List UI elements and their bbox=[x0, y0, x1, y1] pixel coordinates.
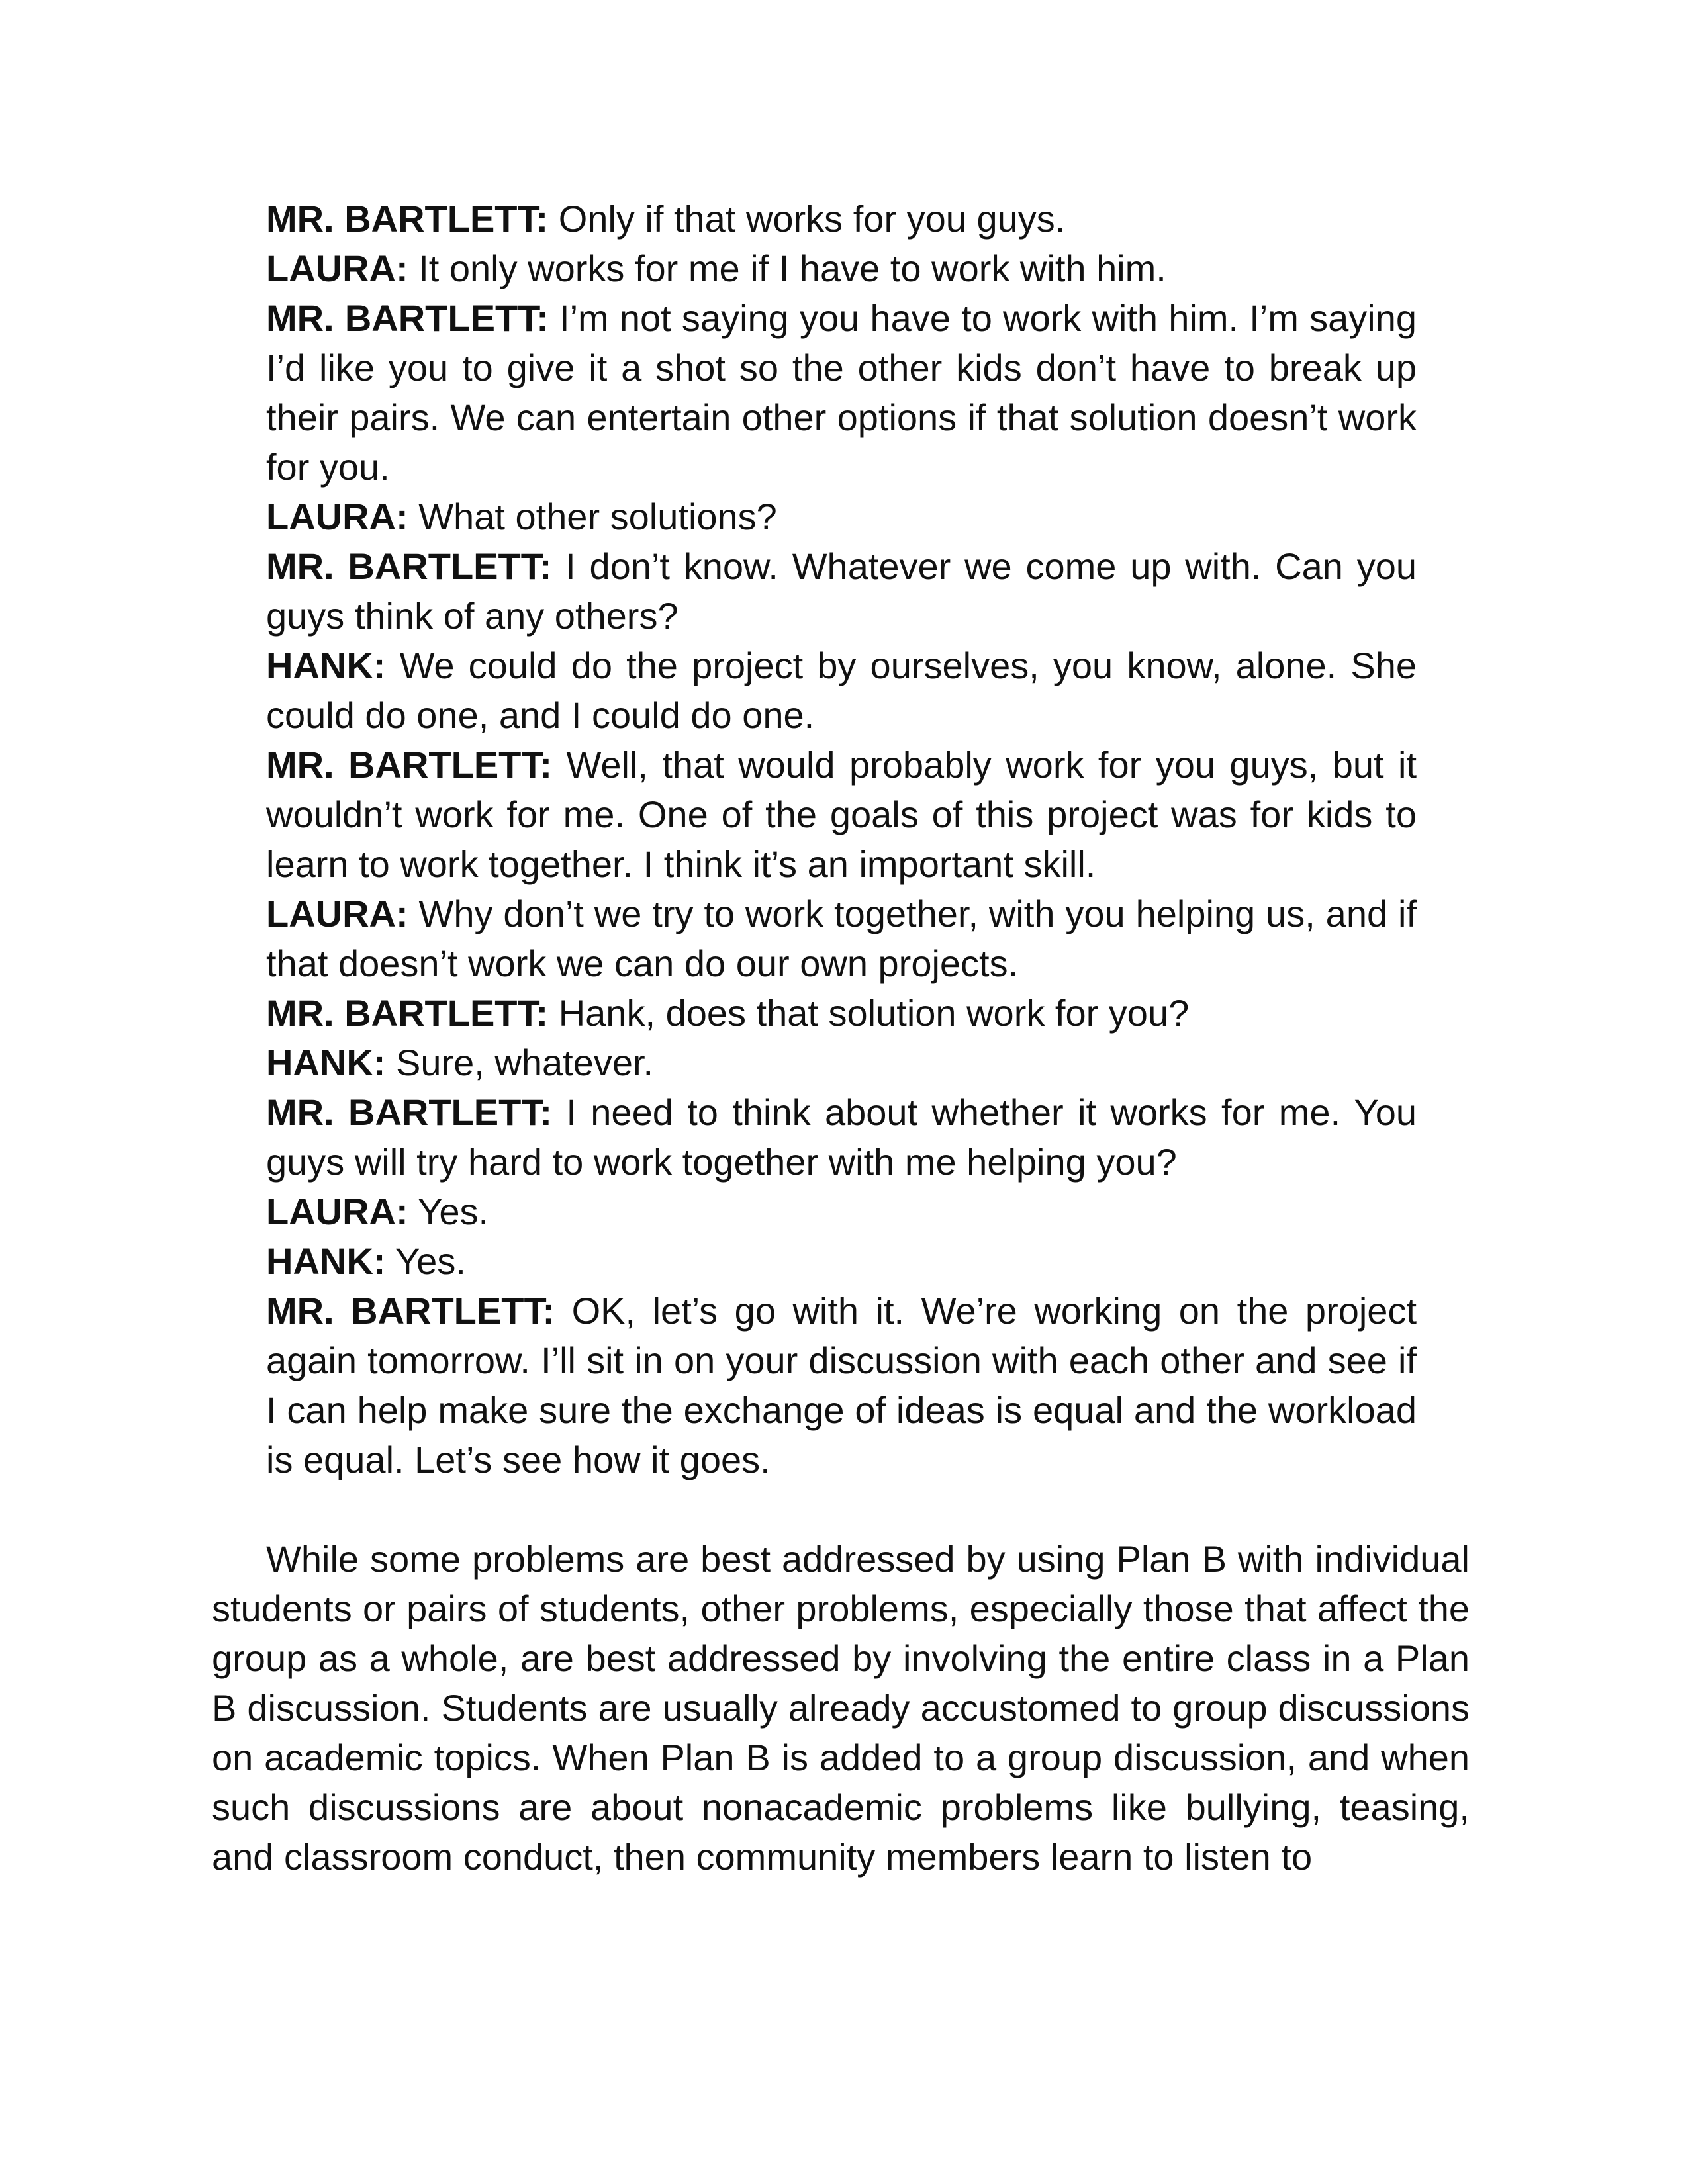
dialogue-text: We could do the project by ourselves, you know, alone. She could do one, and I could do one. bbox=[266, 645, 1417, 736]
speaker-name: MR. BARTLETT: bbox=[266, 744, 553, 786]
dialogue-line bbox=[266, 1286, 1417, 1484]
dialogue-line bbox=[266, 889, 1417, 988]
dialogue-line bbox=[266, 244, 1417, 293]
speaker-name: LAURA: bbox=[266, 893, 408, 934]
dialogue-line bbox=[266, 541, 1417, 641]
speaker-name: LAURA: bbox=[266, 1191, 408, 1232]
dialogue-text: OK, let’s go with it. We’re working on the project again tomorrow. I’ll sit in on your discussion with each other and see if I can help make sure the exchange of ideas is equal and the workload is equal. Let’s see how it goes. bbox=[266, 1290, 1417, 1480]
dialogue-block bbox=[266, 194, 1417, 1484]
dialogue-text: I don’t know. Whatever we come up with. Can you guys think of any others? bbox=[266, 545, 1417, 637]
speaker-name: LAURA: bbox=[266, 248, 408, 289]
dialogue-text: Well, that would probably work for you guys, but it wouldn’t work for me. One of the goals of this project was for kids to learn to work together. I think it’s an important skill. bbox=[266, 744, 1417, 885]
dialogue-line bbox=[266, 988, 1417, 1038]
dialogue-text: Hank, does that solution work for you? bbox=[558, 992, 1190, 1034]
body-paragraph: While some problems are best addressed by using Plan B with individual students or pairs of students, other problems, especially those that affect the group as a whole, are best addressed by involving the entire class in a Plan B discussion. Students are usually already accustomed to group discussions on academic topics. When Plan B is added to a group discussion, and when such discussions are about nonacademic problems like bullying, teasing, and classroom conduct, then community members learn to listen to bbox=[212, 1538, 1470, 1878]
speaker-name: HANK: bbox=[266, 1240, 386, 1282]
dialogue-line bbox=[266, 641, 1417, 740]
dialogue-text: Why don’t we try to work together, with you helping us, and if that doesn’t work we can do our own projects. bbox=[266, 893, 1417, 984]
speaker-name: MR. BARTLETT: bbox=[266, 545, 552, 587]
dialogue-text: It only works for me if I have to work with him. bbox=[418, 248, 1166, 289]
dialogue-line bbox=[266, 1187, 1417, 1236]
dialogue-text: Yes. bbox=[418, 1191, 489, 1232]
speaker-name: MR. BARTLETT: bbox=[266, 198, 549, 240]
dialogue-line bbox=[266, 1087, 1417, 1187]
dialogue-text: What other solutions? bbox=[418, 496, 777, 537]
dialogue-text: I need to think about whether it works for me. You guys will try hard to work together with me helping you? bbox=[266, 1091, 1417, 1183]
dialogue-line bbox=[266, 1236, 1417, 1286]
dialogue-text: Sure, whatever. bbox=[395, 1042, 654, 1083]
dialogue-line bbox=[266, 1038, 1417, 1087]
dialogue-text: Yes. bbox=[395, 1240, 466, 1282]
dialogue-line bbox=[266, 492, 1417, 541]
speaker-name: MR. BARTLETT: bbox=[266, 1091, 552, 1133]
dialogue-line bbox=[266, 740, 1417, 889]
dialogue-text: I’m not saying you have to work with him. I’m saying I’d like you to give it a shot so the other kids don’t have to break up their pairs. We can entertain other options if that solution doesn’t work for you. bbox=[266, 297, 1417, 488]
speaker-name: HANK: bbox=[266, 1042, 386, 1083]
speaker-name: LAURA: bbox=[266, 496, 408, 537]
speaker-name: HANK: bbox=[266, 645, 386, 686]
speaker-name: MR. BARTLETT: bbox=[266, 992, 549, 1034]
dialogue-text: Only if that works for you guys. bbox=[558, 198, 1066, 240]
speaker-name: MR. BARTLETT: bbox=[266, 1290, 555, 1332]
speaker-name: MR. BARTLETT: bbox=[266, 297, 549, 339]
dialogue-line bbox=[266, 194, 1417, 244]
dialogue-line bbox=[266, 293, 1417, 492]
